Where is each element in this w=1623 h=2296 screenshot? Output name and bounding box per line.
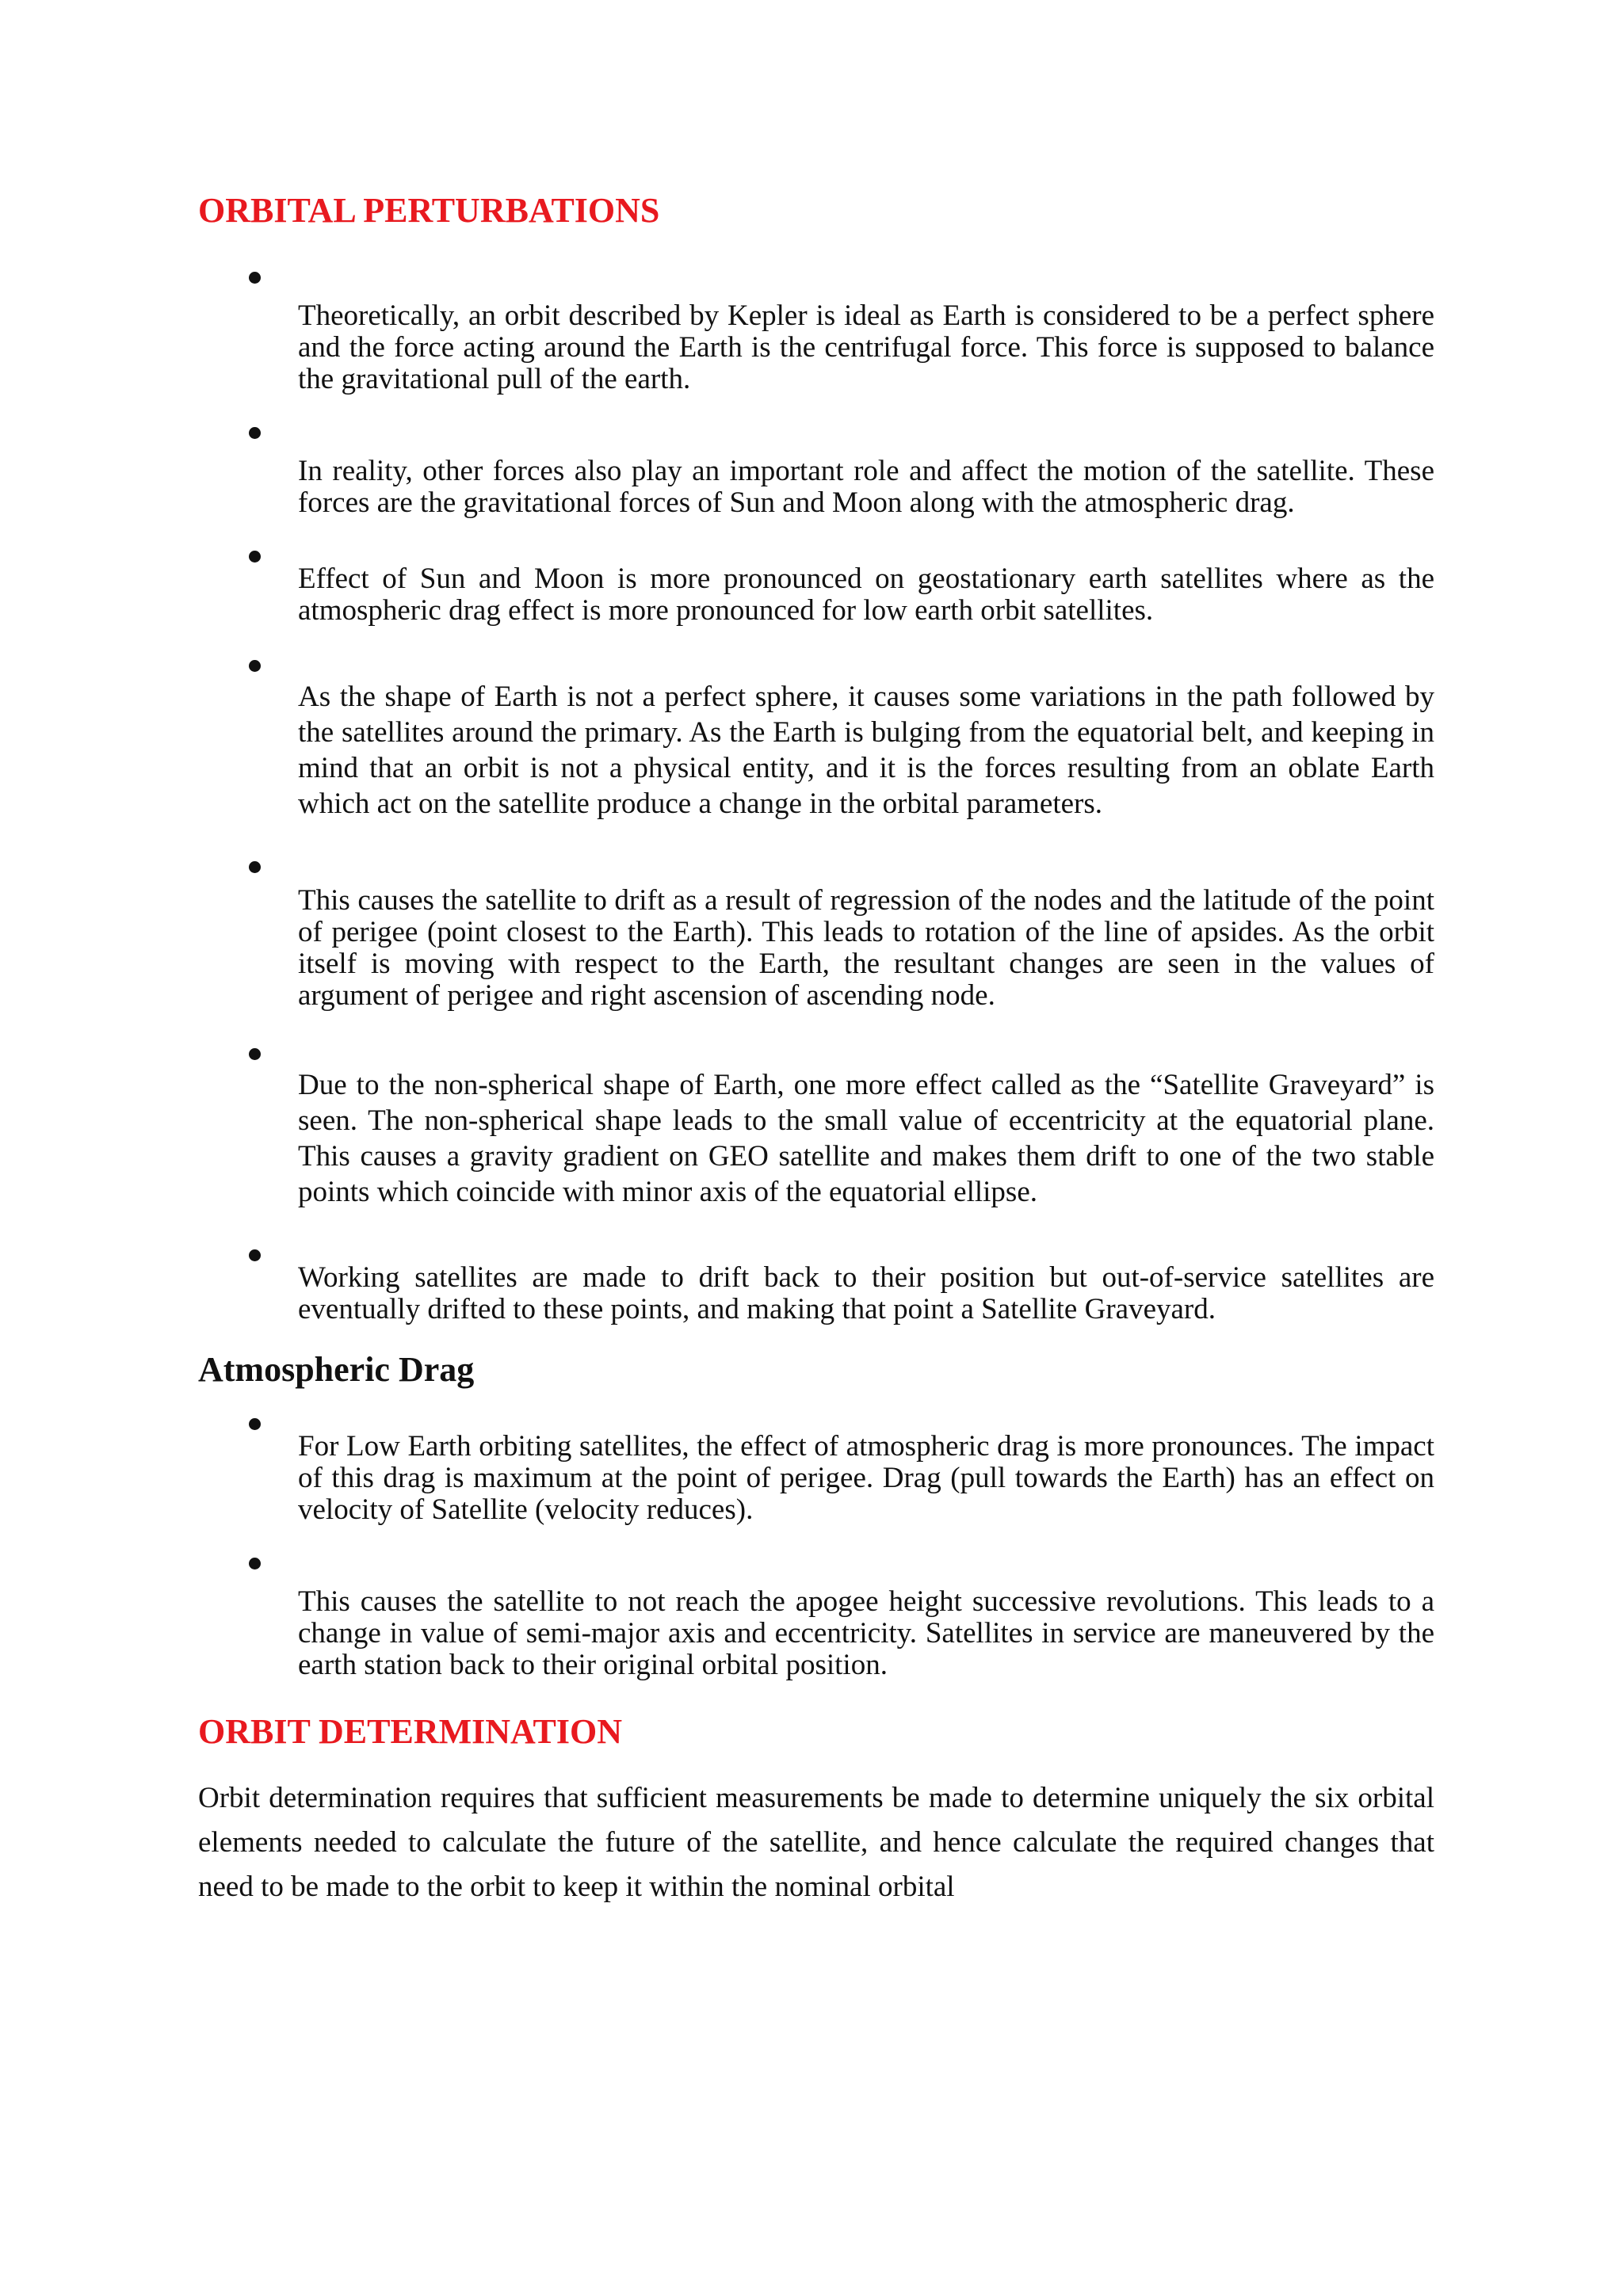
bullet-text: This causes the satellite to drift as a result of regression of the nodes and the latitude of the point of perigee (point closest to the Earth). This leads to rotation of the line of apsides. As the orbit itself is moving with respect to the Earth, the resultant changes are seen in the values of argument of perigee and right ascension of ascending node. (298, 883, 1434, 1012)
orbit-determination-paragraph: Orbit determination requires that sufficient measurements be made to determine uniquely the six orbital elements needed to calculate the future of the satellite, and hence calculate the required changes that need to be made to the orbit to keep it within the nominal orbital (198, 1782, 1434, 1904)
list-item (198, 1418, 1434, 1526)
bullet-icon (249, 861, 261, 873)
bullet-icon (249, 551, 261, 563)
list-item (198, 427, 1434, 519)
list-item (198, 660, 1434, 822)
bullet-icon (249, 1048, 261, 1060)
bullet-text: Due to the non-spherical shape of Earth, one more effect called as the “Satellite Graveyard” is seen. The non-spherical shape leads to the small value of eccentricity at the equatorial plane. This causes a gravity gradient on GEO satellite and makes them drift to one of the two stable points which coincide with minor axis of the equatorial ellipse. (298, 1068, 1434, 1208)
perturbations-list (198, 272, 1434, 1325)
document-page (198, 190, 1434, 1909)
bullet-text: This causes the satellite to not reach the apogee height successive revolutions. This leads to a change in value of semi-major axis and eccentricity. Satellites in service are maneuvered by the earth station back to their original orbital position. (298, 1585, 1434, 1681)
bullet-text: Effect of Sun and Moon is more pronounced on geostationary earth satellites where as the atmospheric drag effect is more pronounced for low earth orbit satellites. (298, 562, 1434, 627)
bullet-text: As the shape of Earth is not a perfect sphere, it causes some variations in the path followed by the satellites around the primary. As the Earth is bulging from the equatorial belt, and keeping in mind that an orbit is not a physical entity, and it is the forces resulting from an oblate Earth which act on the satellite produce a change in the orbital parameters. (298, 680, 1434, 820)
bullet-icon (249, 660, 261, 672)
list-item (198, 1249, 1434, 1325)
heading-atmospheric-drag: Atmospheric Drag (198, 1349, 475, 1389)
bullet-icon (249, 1558, 261, 1569)
list-item (198, 1558, 1434, 1681)
bullet-text: In reality, other forces also play an important role and affect the motion of the satellite. These forces are the gravitational forces of Sun and Moon along with the atmospheric drag. (298, 454, 1434, 519)
bullet-text: For Low Earth orbiting satellites, the effect of atmospheric drag is more pronounces. The impact of this drag is maximum at the point of perigee. Drag (pull towards the Earth) has an effect on velocity of Satellite (velocity reduces). (298, 1429, 1434, 1526)
bullet-icon (249, 1249, 261, 1261)
list-item (198, 861, 1434, 1012)
bullet-icon (249, 1418, 261, 1430)
heading-orbit-determination: ORBIT DETERMINATION (198, 1711, 623, 1751)
bullet-text: Working satellites are made to drift back to their position but out-of-service satellites are eventually drifted to these points, and making that point a Satellite Graveyard. (298, 1261, 1434, 1325)
bullet-text: Theoretically, an orbit described by Kepler is ideal as Earth is considered to be a perfect sphere and the force acting around the Earth is the centrifugal force. This force is supposed to balance the gravitational pull of the earth. (298, 299, 1434, 395)
bullet-icon (249, 427, 261, 439)
list-item (198, 1048, 1434, 1210)
heading-orbital-perturbations: ORBITAL PERTURBATIONS (198, 191, 660, 230)
drag-list (198, 1418, 1434, 1681)
list-item (198, 272, 1434, 395)
list-item (198, 551, 1434, 627)
bullet-icon (249, 272, 261, 284)
